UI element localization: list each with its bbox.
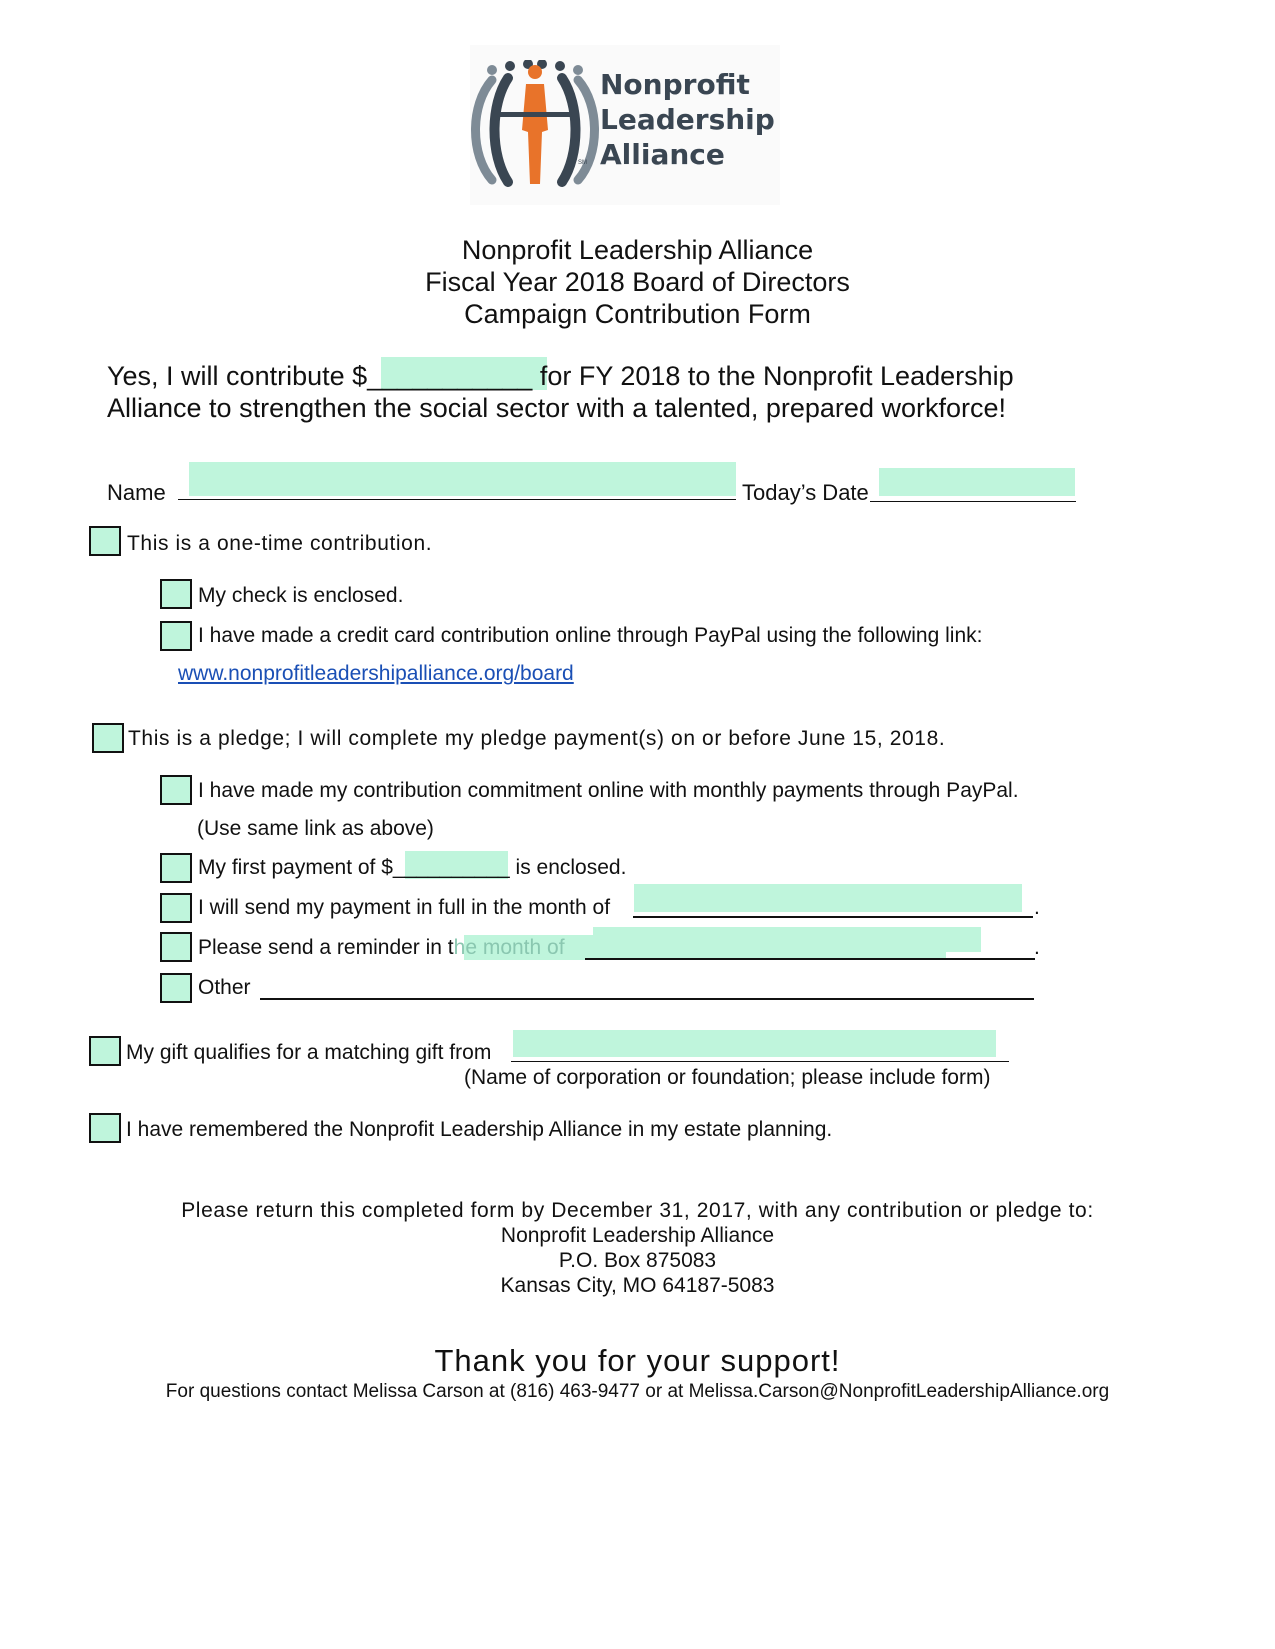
matching-gift-underline <box>511 1061 1009 1062</box>
matching-gift-note: (Name of corporation or foundation; please include form) <box>464 1066 991 1089</box>
intro-line-2: Alliance to strengthen the social sector with a talented, prepared workforce! <box>107 393 1006 423</box>
check-enclosed-label: My check is enclosed. <box>198 584 404 607</box>
paypal-label: I have made a credit card contribution online through PayPal using the following link: <box>198 624 983 647</box>
logo-line-1: Nonprofit <box>600 68 750 101</box>
first-payment-blank: __________ <box>392 856 510 879</box>
one-time-label: This is a one-time contribution. <box>127 532 433 555</box>
name-field[interactable] <box>189 462 736 496</box>
reminder-text-post: he month of <box>453 936 565 959</box>
contact-info: For questions contact Melissa Carson at (816) 463-9477 or at Melissa.Carson@NonprofitLeadershipAlliance.org <box>165 1381 1110 1402</box>
return-deadline: Please return this completed form by December 31, 2017, with any contribution or pledge to: <box>181 1199 1094 1222</box>
matching-gift-label: My gift qualifies for a matching gift from <box>126 1041 492 1064</box>
first-payment-text-post: is enclosed. <box>509 856 627 879</box>
first-payment-label <box>198 856 626 880</box>
full-payment-month-field[interactable] <box>634 884 1022 912</box>
reminder-underline <box>585 958 1035 960</box>
header-org-name: Nonprofit Leadership Alliance <box>461 235 814 265</box>
logo-sm-mark: SM <box>578 160 587 166</box>
form-header <box>0 234 1275 330</box>
matching-gift-org-field[interactable] <box>513 1030 996 1057</box>
name-label: Name <box>107 480 166 505</box>
pledge-checkbox[interactable] <box>92 723 124 753</box>
first-payment-text-pre: My first payment of $ <box>198 856 393 879</box>
return-org-name: Nonprofit Leadership Alliance <box>500 1224 775 1247</box>
matching-gift-checkbox[interactable] <box>89 1036 121 1066</box>
intro-text-2: for FY 2018 to the Nonprofit Leadership <box>532 361 1014 391</box>
paypal-link[interactable]: www.nonprofitleadershipalliance.org/board <box>178 662 574 685</box>
monthly-paypal-label: I have made my contribution commitment online with monthly payments through PayPal. <box>198 779 1019 802</box>
monthly-paypal-checkbox[interactable] <box>160 775 192 805</box>
logo-line-3: Alliance <box>600 138 725 171</box>
other-underline <box>260 998 1034 1000</box>
reminder-label <box>198 936 565 960</box>
estate-planning-checkbox[interactable] <box>89 1113 121 1143</box>
full-payment-month-label: I will send my payment in full in the month of <box>198 896 611 919</box>
first-payment-checkbox[interactable] <box>160 853 192 883</box>
logo <box>470 45 780 205</box>
reminder-period: . <box>1034 936 1040 959</box>
one-time-checkbox[interactable] <box>89 526 121 556</box>
header-form-title: Campaign Contribution Form <box>464 299 811 329</box>
full-payment-month-period: . <box>1034 896 1040 919</box>
logo-people-icon <box>470 60 600 200</box>
pledge-label: This is a pledge; I will complete my pledge payment(s) on or before June 15, 2018. <box>128 727 946 750</box>
other-checkbox[interactable] <box>160 973 192 1003</box>
name-underline <box>178 499 736 500</box>
intro-text-1: Yes, I will contribute $ <box>107 361 368 391</box>
intro-line-1 <box>107 361 1014 392</box>
header-fiscal-year: Fiscal Year 2018 Board of Directors <box>425 267 850 297</box>
paypal-checkbox[interactable] <box>160 621 192 651</box>
logo-line-2: Leadership <box>600 103 775 136</box>
logo-text <box>600 67 775 172</box>
reminder-text-pre: Please send a reminder in t <box>198 936 454 959</box>
return-city-state-zip: Kansas City, MO 64187-5083 <box>500 1274 775 1297</box>
full-payment-month-checkbox[interactable] <box>160 893 192 923</box>
same-link-note: (Use same link as above) <box>197 817 434 840</box>
thank-you-message: Thank you for your support! <box>434 1343 841 1378</box>
check-enclosed-checkbox[interactable] <box>160 579 192 609</box>
date-field[interactable] <box>879 468 1075 496</box>
other-label: Other <box>198 976 251 999</box>
return-instructions <box>0 1198 1275 1298</box>
full-payment-month-underline <box>633 916 1033 918</box>
estate-planning-label: I have remembered the Nonprofit Leadership Alliance in my estate planning. <box>126 1118 833 1141</box>
return-po-box: P.O. Box 875083 <box>558 1249 717 1272</box>
date-underline <box>870 501 1076 502</box>
date-label: Today’s Date <box>742 480 869 505</box>
reminder-checkbox[interactable] <box>160 932 192 962</box>
intro-blank: ___________ <box>367 361 533 391</box>
